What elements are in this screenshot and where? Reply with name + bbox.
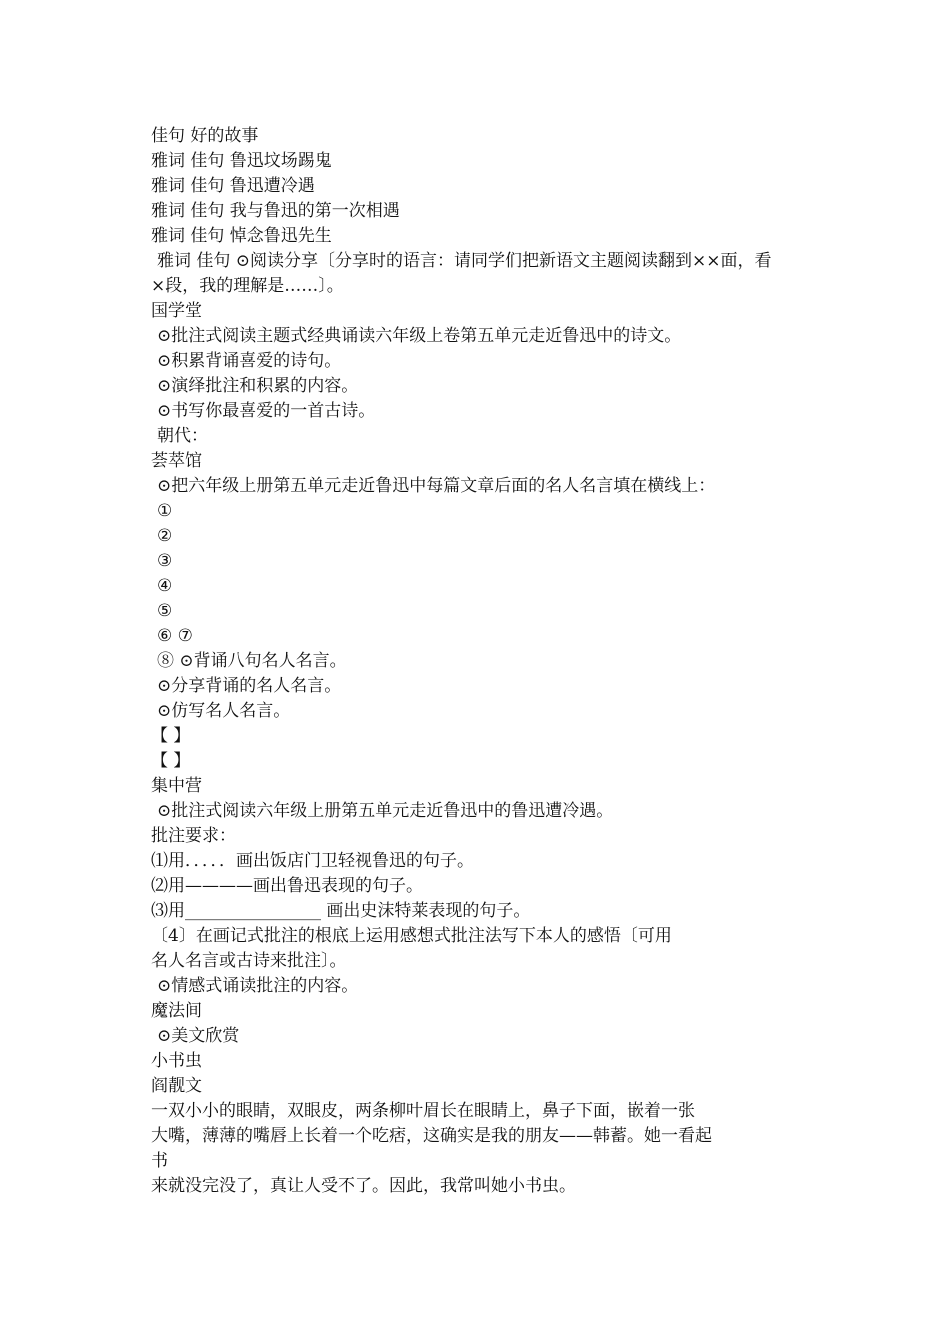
text-line: 雅词 佳句 ⊙阅读分享〔分享时的语言：请同学们把新语文主题阅读翻到××面，看	[157, 251, 772, 271]
list-item: ⑥ ⑦	[157, 626, 193, 646]
text-line: ⊙仿写名人名言。	[157, 701, 291, 721]
document-page	[151, 124, 811, 1199]
essay-author: 阎靓文	[151, 1076, 202, 1096]
text-line: 雅词 佳句 悼念鲁迅先生	[151, 226, 332, 246]
essay-title: 小书虫	[151, 1051, 202, 1071]
text-line: ×段，我的理解是……〕。	[151, 276, 344, 296]
text-line: 大嘴，薄薄的嘴唇上长着一个吃痞，这确实是我的朋友——韩蓄。她一看起	[151, 1126, 712, 1146]
text-line: 朝代：	[157, 426, 208, 446]
text-line: ⑴用．．．．．画出饭店门卫轻视鲁迅的句子。	[151, 851, 474, 871]
text-line: ⑶用________________ 画出史沫特莱表现的句子。	[151, 901, 531, 921]
section-heading: 国学堂	[151, 301, 202, 321]
list-item: ⑧ ⊙背诵八句名人名言。	[157, 651, 347, 671]
section-heading: 魔法间	[151, 1001, 202, 1021]
list-item: ②	[157, 526, 173, 546]
text-line: 批注要求：	[151, 826, 236, 846]
text-line: ⊙积累背诵喜爱的诗句。	[157, 351, 342, 371]
section-heading: 荟萃馆	[151, 451, 202, 471]
text-line: ⊙批注式阅读主题式经典诵读六年级上卷第五单元走近鲁迅中的诗文。	[157, 326, 682, 346]
text-line: 雅词 佳句 鲁迅遭冷遇	[151, 176, 315, 196]
text-line: ⊙美文欣赏	[157, 1026, 240, 1046]
list-item: ⑤	[157, 601, 173, 621]
text-line: 书	[151, 1151, 168, 1171]
text-line: ⊙分享背诵的名人名言。	[157, 676, 342, 696]
text-line: ⊙书写你最喜爱的一首古诗。	[157, 401, 376, 421]
text-line: ⊙把六年级上册第五单元走近鲁迅中每篇文章后面的名人名言填在横线上：	[157, 476, 716, 496]
text-line: ⊙演绎批注和积累的内容。	[157, 376, 359, 396]
text-line: 一双小小的眼睛，双眼皮，两条柳叶眉长在眼睛上，鼻子下面，嵌着一张	[151, 1101, 695, 1121]
bracket-blank: 【 】	[151, 751, 191, 771]
bracket-blank: 【 】	[151, 726, 191, 746]
text-line: 〔4〕在画记式批注的根底上运用感想式批注法写下本人的感悟〔可用	[151, 926, 672, 946]
list-item: ①	[157, 501, 173, 521]
section-heading: 集中营	[151, 776, 202, 796]
text-line: ⊙情感式诵读批注的内容。	[157, 976, 359, 996]
text-line: ⊙批注式阅读六年级上册第五单元走近鲁迅中的鲁迅遭冷遇。	[157, 801, 614, 821]
text-line: 佳句 好的故事	[151, 126, 259, 146]
text-line: 雅词 佳句 鲁迅坟场踢鬼	[151, 151, 332, 171]
text-line: 雅词 佳句 我与鲁迅的第一次相遇	[151, 201, 400, 221]
text-line: 来就没完没了，真让人受不了。因此，我常叫她小书虫。	[151, 1176, 576, 1196]
text-line: ⑵用————画出鲁迅表现的句子。	[151, 876, 423, 896]
list-item: ④	[157, 576, 173, 596]
text-line: 名人名言或古诗来批注〕。	[151, 951, 347, 971]
list-item: ③	[157, 551, 173, 571]
